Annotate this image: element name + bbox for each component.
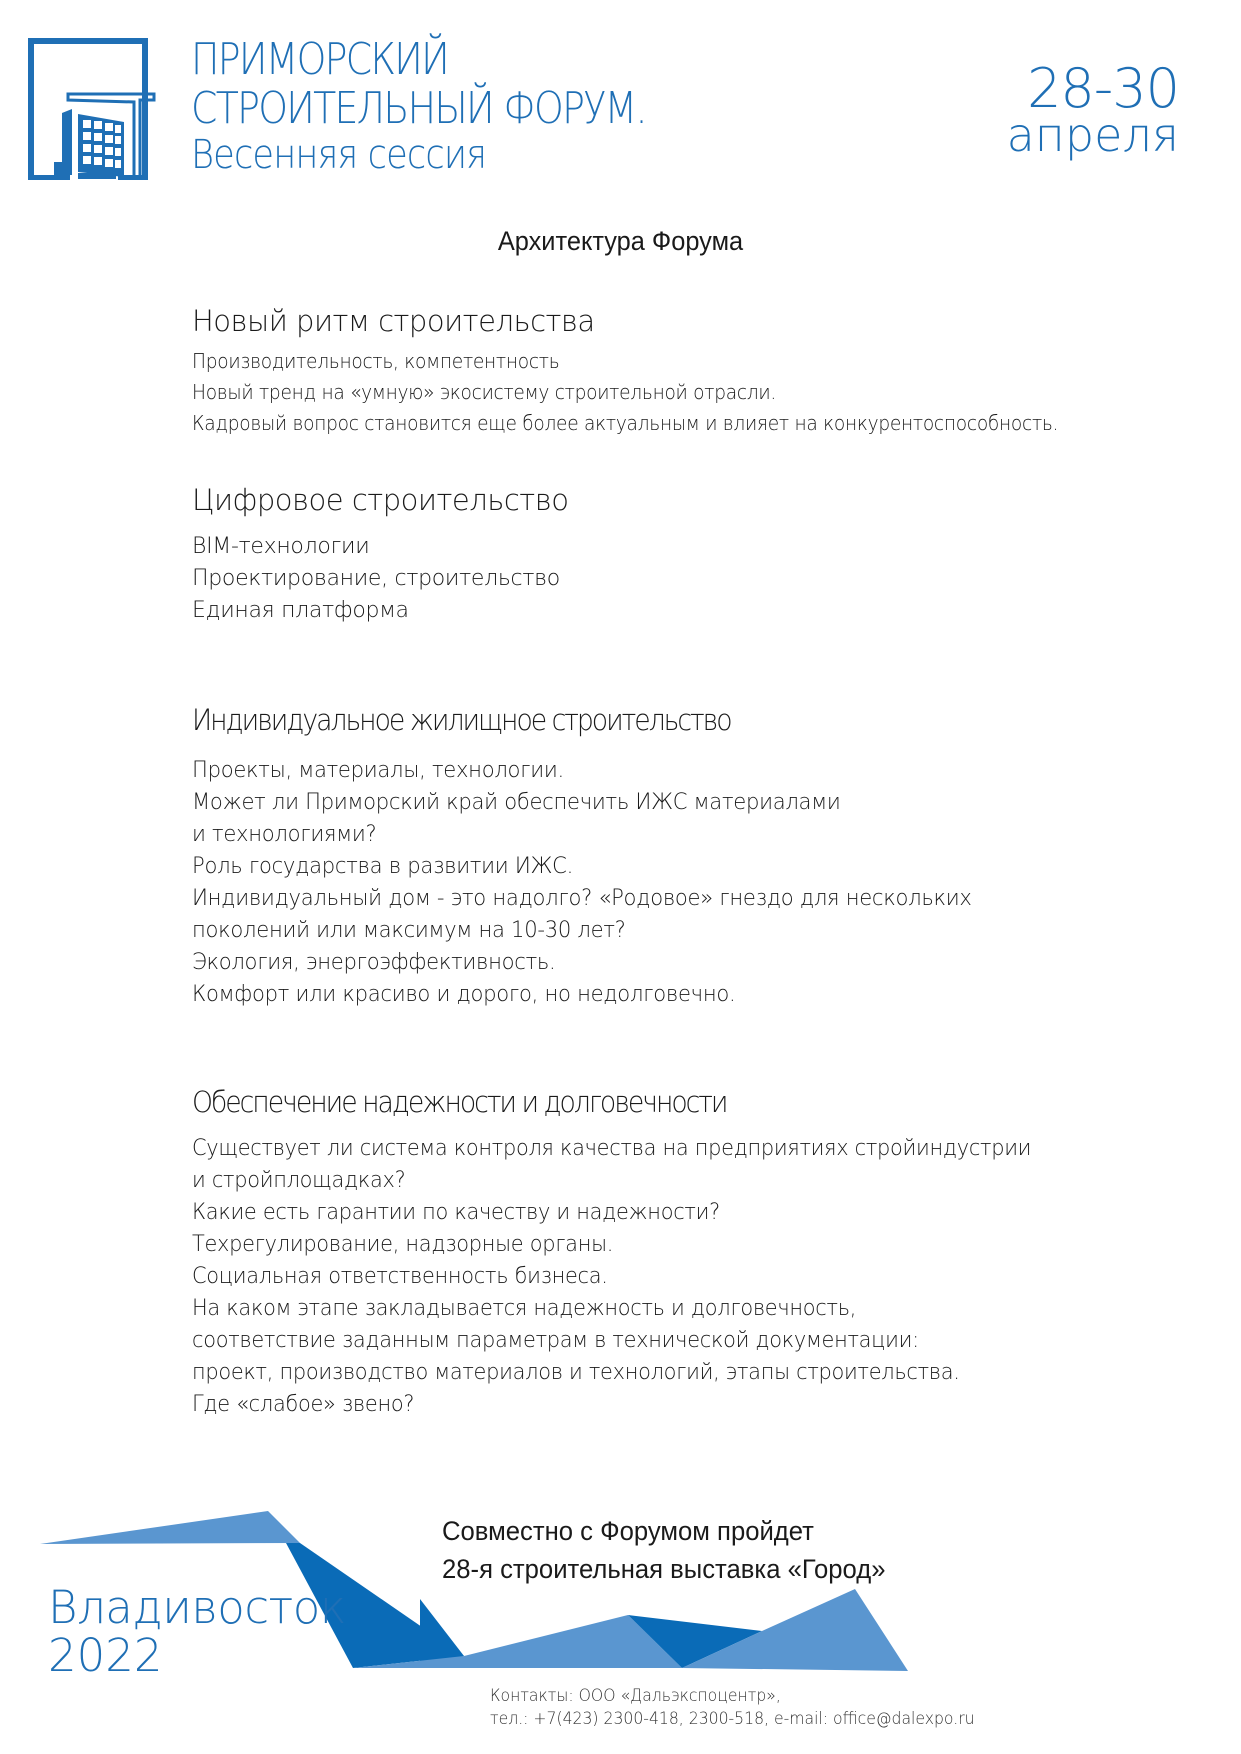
section-line: Существует ли система контроля качества на предприятиях стройиндустрии xyxy=(192,1136,1032,1161)
city-name: Владивосток xyxy=(48,1581,347,1634)
section-body xyxy=(192,1133,1202,1421)
section-heading: Цифровое строительство xyxy=(192,483,569,517)
section-body xyxy=(192,755,1202,1011)
section-line: Новый тренд на «умную» экосистему строительной отрасли. xyxy=(192,380,777,404)
brand-title-line-2: СТРОИТЕЛЬНЫЙ ФОРУМ. xyxy=(191,83,646,134)
mountain-shape-light-left xyxy=(40,1511,300,1544)
exhibition-announcement xyxy=(442,1512,886,1588)
section-line: Экология, энергоэффективность. xyxy=(192,950,556,975)
section-line: Комфорт или красиво и дорого, но недолговечно. xyxy=(192,982,736,1007)
section-line: Социальная ответственность бизнеса. xyxy=(192,1264,608,1289)
section-line: BIM-технологии xyxy=(192,534,370,559)
section-line: На каком этапе закладывается надежность и долговечность, xyxy=(192,1296,857,1321)
brand-subtitle: Весенняя сессия xyxy=(191,132,487,178)
section-line: Проектирование, строительство xyxy=(192,566,560,591)
section-line: Производительность, компетентность xyxy=(192,349,560,373)
section-new-rhythm xyxy=(192,304,1202,439)
section-body xyxy=(192,531,1202,627)
section-line: Роль государства в развитии ИЖС. xyxy=(192,854,574,879)
forum-logo-icon xyxy=(26,36,174,180)
section-reliability xyxy=(192,1085,1202,1421)
section-line: Может ли Приморский край обеспечить ИЖС материалами xyxy=(192,790,841,815)
section-line: Единая платформа xyxy=(192,598,409,623)
event-date-range: 28-30 xyxy=(1027,57,1179,120)
contacts-line-phone-email: тел.: +7(423) 2300-418, 2300-518, e-mail: office@dalexpo.ru xyxy=(490,1709,975,1729)
page-title: Архитектура Форума xyxy=(497,226,744,256)
section-heading: Обеспечение надежности и долговечности xyxy=(192,1085,727,1119)
section-individual-housing xyxy=(192,703,1202,1011)
brand-title-line-1: ПРИМОРСКИЙ xyxy=(191,34,448,85)
section-heading: Новый ритм строительства xyxy=(192,304,595,338)
section-digital-construction xyxy=(192,483,1202,627)
section-body xyxy=(192,346,1202,439)
contacts-line-organization: Контакты: ООО «Дальэкспоцентр», xyxy=(490,1686,781,1706)
section-line: поколений или максимум на 10-30 лет? xyxy=(192,918,626,943)
section-line: соответствие заданным параметрам в технической документации: xyxy=(192,1328,919,1353)
exhibition-line: Совместно с Форумом пройдет xyxy=(442,1516,814,1546)
section-heading: Индивидуальное жилищное строительство xyxy=(192,703,731,737)
event-date-month: апреля xyxy=(1006,108,1179,162)
event-year: 2022 xyxy=(48,1629,163,1682)
section-line: Кадровый вопрос становится еще более актуальным и влияет на конкурентоспособность. xyxy=(192,411,1059,435)
section-line: Индивидуальный дом - это надолго? «Родовое» гнездо для нескольких xyxy=(192,886,972,911)
section-line: Проекты, материалы, технологии. xyxy=(192,758,564,783)
section-line: Какие есть гарантии по качеству и надежности? xyxy=(192,1200,720,1225)
section-line: и стройплощадках? xyxy=(192,1168,406,1193)
section-line: проект, производство материалов и технологий, этапы строительства. xyxy=(192,1360,960,1385)
contacts xyxy=(490,1685,975,1731)
section-line: Техрегулирование, надзорные органы. xyxy=(192,1232,614,1257)
exhibition-line: 28-я строительная выставка «Город» xyxy=(442,1554,886,1584)
section-line: и технологиями? xyxy=(192,822,377,847)
section-line: Где «слабое» звено? xyxy=(192,1392,415,1417)
